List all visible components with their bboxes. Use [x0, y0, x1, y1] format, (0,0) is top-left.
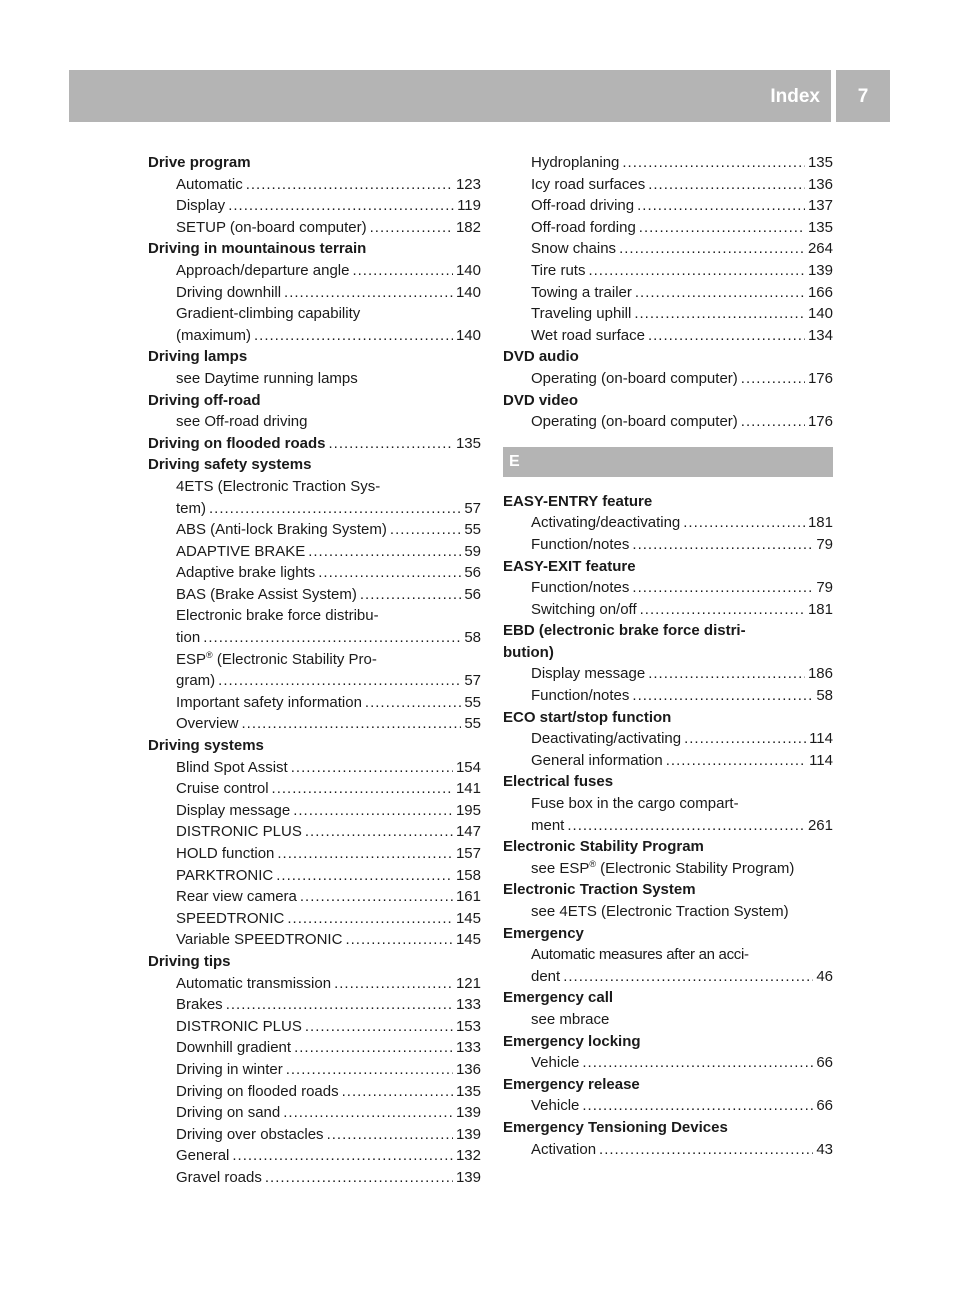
index-entry[interactable] — [148, 800, 481, 822]
index-entry-text: Automatic measures after an acci- — [531, 946, 749, 964]
page-ref[interactable]: 261 — [807, 816, 833, 834]
index-entry[interactable] — [148, 843, 481, 865]
page-ref[interactable]: 182 — [455, 218, 481, 236]
page-ref[interactable]: 139 — [807, 261, 833, 279]
leader-dots — [318, 562, 461, 584]
index-heading: bution) — [503, 643, 554, 661]
entry-label: Display message — [176, 801, 291, 819]
page-ref[interactable]: 58 — [464, 629, 481, 647]
index-entry[interactable] — [148, 1102, 481, 1124]
leader-dots — [305, 821, 453, 843]
leader-dots — [619, 238, 805, 260]
leader-dots — [345, 929, 453, 951]
leader-dots — [305, 1016, 453, 1038]
index-entry[interactable] — [148, 713, 481, 735]
index-entry[interactable] — [148, 498, 481, 520]
index-entry-text — [148, 649, 481, 671]
page-ref[interactable]: 135 — [807, 154, 833, 171]
index-heading: Driving lamps — [148, 348, 248, 366]
page-ref[interactable]: 123 — [455, 175, 481, 193]
leader-dots — [639, 217, 805, 239]
entry-label: Operating (on-board computer) — [531, 369, 738, 387]
index-entry[interactable] — [148, 692, 481, 714]
index-entry[interactable] — [148, 1037, 481, 1059]
page-ref[interactable]: 161 — [455, 888, 481, 906]
leader-dots — [635, 282, 805, 304]
entry-label: Off-road fording — [531, 218, 636, 236]
entry-label: tion — [176, 629, 201, 647]
entry-label: Tire ruts — [531, 261, 586, 279]
entry-label: SETUP (on-board computer) — [176, 218, 367, 236]
entry-label: Towing a trailer — [531, 283, 632, 301]
index-entry[interactable] — [148, 778, 481, 800]
index-entry[interactable] — [503, 368, 833, 390]
index-entry[interactable] — [503, 411, 833, 433]
entry-label: BAS (Brake Assist System) — [176, 585, 357, 603]
page-ref[interactable]: 157 — [455, 845, 481, 862]
entry-label: Display message — [531, 665, 646, 683]
see-rest: (Electronic Stability Program) — [596, 859, 795, 877]
page-ref[interactable]: 55 — [464, 521, 481, 539]
index-entry[interactable] — [503, 534, 833, 556]
see-reference[interactable]: see Off-road driving — [176, 413, 308, 431]
leader-dots — [390, 519, 461, 541]
index-entry[interactable] — [148, 929, 481, 951]
entry-label: Driving over obstacles — [176, 1125, 324, 1143]
index-entry[interactable] — [503, 966, 833, 988]
index-entry[interactable] — [503, 325, 833, 347]
page-ref[interactable]: 56 — [464, 585, 481, 603]
entry-label: PARKTRONIC — [176, 866, 274, 884]
index-entry[interactable] — [148, 519, 481, 541]
entry-label: Driving on flooded roads — [176, 1082, 339, 1100]
registered-mark: ® — [589, 858, 597, 869]
entry-label: DISTRONIC PLUS — [176, 823, 302, 841]
entry-group — [503, 663, 833, 706]
entry-label: Activating/deactivating — [531, 514, 681, 532]
page-ref[interactable]: 137 — [807, 197, 833, 215]
registered-mark: ® — [206, 649, 213, 660]
page-ref[interactable]: 136 — [807, 175, 833, 193]
page-ref[interactable]: 135 — [455, 434, 481, 452]
see-prefix: see ESP — [531, 859, 590, 877]
entry-label: Traveling uphill — [531, 305, 632, 323]
index-entry[interactable] — [503, 815, 833, 837]
index-entry[interactable] — [503, 282, 833, 304]
page-ref[interactable]: 134 — [807, 326, 833, 344]
index-heading: EASY-ENTRY feature — [503, 492, 653, 510]
page-ref[interactable]: 135 — [455, 1082, 481, 1100]
page-ref[interactable]: 181 — [807, 514, 833, 532]
entry-label: Snow chains — [531, 240, 617, 258]
index-heading: EASY-EXIT feature — [503, 557, 636, 575]
index-heading: Emergency — [503, 924, 584, 942]
entry-label: Approach/departure angle — [176, 261, 350, 279]
entry-label: Deactivating/activating — [531, 730, 682, 748]
index-heading: Driving on flooded roads — [148, 434, 326, 452]
see-reference[interactable]: see Daytime running lamps — [176, 369, 358, 387]
index-entry[interactable] — [503, 685, 833, 707]
index-heading: Emergency release — [503, 1075, 640, 1093]
page-ref[interactable]: 59 — [464, 542, 481, 560]
leader-dots — [308, 541, 461, 563]
index-heading: Electronic Traction System — [503, 881, 696, 899]
leader-dots — [365, 692, 461, 714]
entry-label: ment — [531, 816, 565, 834]
leader-dots — [637, 195, 805, 217]
leader-dots — [287, 908, 453, 930]
leader-dots — [640, 599, 805, 621]
entry-group — [148, 692, 481, 735]
entry-group — [148, 757, 481, 951]
entry-group — [503, 152, 833, 346]
page-ref[interactable]: 136 — [455, 1060, 481, 1078]
entry-label: Wet road surface — [531, 326, 645, 344]
entry-label: General — [176, 1147, 230, 1165]
index-entry[interactable] — [148, 282, 481, 304]
page-ref[interactable]: 43 — [816, 1140, 833, 1158]
entry-label: Brakes — [176, 996, 223, 1014]
entry-group — [148, 973, 481, 1189]
page-ref[interactable]: 140 — [455, 261, 481, 279]
leader-dots — [228, 195, 454, 217]
esp-prefix: ESP — [176, 650, 207, 668]
page-ref[interactable]: 139 — [455, 1168, 481, 1186]
page-ref[interactable]: 135 — [807, 218, 833, 236]
entry-label: Variable SPEEDTRONIC — [176, 931, 343, 949]
entry-label: Activation — [531, 1140, 597, 1158]
page-ref[interactable]: 181 — [807, 600, 833, 618]
page-ref[interactable]: 114 — [809, 730, 833, 748]
page-ref[interactable]: 145 — [455, 909, 481, 927]
index-heading: Driving systems — [148, 737, 264, 755]
page-ref[interactable]: 57 — [464, 499, 481, 517]
page-ref[interactable]: 176 — [807, 413, 833, 431]
leader-dots — [634, 303, 805, 325]
leader-dots — [666, 750, 806, 772]
page-ref[interactable]: 119 — [457, 197, 481, 215]
index-heading: Drive program — [148, 154, 251, 171]
index-column-left — [148, 152, 481, 1189]
leader-dots — [265, 1167, 453, 1189]
entry-label: gram) — [176, 672, 216, 690]
index-heading: Electrical fuses — [503, 773, 614, 791]
page-ref[interactable]: 176 — [807, 369, 833, 387]
index-entry[interactable] — [148, 757, 481, 779]
page-ref[interactable]: 55 — [464, 693, 481, 711]
index-entry[interactable] — [148, 670, 481, 692]
leader-dots — [284, 282, 453, 304]
entry-label: dent — [531, 967, 561, 985]
page-ref[interactable]: 158 — [455, 866, 481, 884]
page-ref[interactable]: 195 — [455, 801, 481, 819]
see-reference[interactable]: see 4ETS (Electronic Traction System) — [531, 903, 789, 920]
page-ref[interactable]: 166 — [807, 283, 833, 301]
page-ref[interactable]: 79 — [816, 535, 833, 553]
page-ref[interactable]: 139 — [455, 1104, 481, 1122]
entry-label: SPEEDTRONIC — [176, 909, 285, 927]
page-number: 7 — [857, 86, 869, 107]
leader-dots — [352, 260, 453, 282]
entry-label: Display — [176, 197, 226, 215]
page-ref[interactable]: 145 — [455, 931, 481, 949]
leader-dots — [622, 152, 805, 174]
entry-label: Vehicle — [531, 1097, 580, 1115]
leader-dots — [684, 728, 806, 750]
section-title: Index — [770, 86, 820, 107]
entry-group — [503, 512, 833, 555]
leader-dots — [567, 815, 805, 837]
page-ref[interactable]: 147 — [455, 823, 481, 841]
entry-group — [148, 519, 481, 605]
index-entry[interactable] — [148, 1059, 481, 1081]
leader-dots — [632, 685, 813, 707]
section-letter-bar: E — [503, 447, 833, 477]
entry-label: Gravel roads — [176, 1168, 262, 1186]
leader-dots — [588, 260, 805, 282]
entry-label: Blind Spot Assist — [176, 758, 288, 776]
index-entry-text: Fuse box in the cargo compart- — [531, 795, 739, 813]
index-entry[interactable] — [148, 908, 481, 930]
index-entry[interactable] — [503, 512, 833, 534]
entry-label: Operating (on-board computer) — [531, 413, 738, 431]
leader-dots — [226, 994, 453, 1016]
leader-dots — [632, 534, 813, 556]
entry-label: Driving downhill — [176, 283, 282, 301]
entry-label: Function/notes — [531, 579, 630, 597]
entry-label: Icy road surfaces — [531, 175, 646, 193]
index-heading: Electronic Stability Program — [503, 838, 704, 856]
index-entry[interactable] — [148, 1081, 481, 1103]
leader-dots — [360, 584, 461, 606]
entry-label: Downhill gradient — [176, 1039, 292, 1057]
index-entry[interactable] — [503, 195, 833, 217]
entry-label: Adaptive brake lights — [176, 564, 316, 582]
index-entry[interactable] — [503, 238, 833, 260]
leader-dots — [283, 1102, 453, 1124]
index-heading: ECO start/stop function — [503, 708, 672, 726]
entry-group — [148, 260, 481, 303]
entry-label: Important safety information — [176, 693, 362, 711]
leader-dots — [334, 973, 453, 995]
index-entry-text: Gradient-climbing capability — [176, 305, 361, 323]
entry-label: Function/notes — [531, 687, 630, 705]
entry-label: General information — [531, 751, 663, 769]
entry-label: DISTRONIC PLUS — [176, 1017, 302, 1035]
page-ref[interactable]: 264 — [807, 240, 833, 258]
index-entry[interactable] — [503, 260, 833, 282]
index-entry[interactable] — [503, 663, 833, 685]
leader-dots — [276, 865, 453, 887]
entry-label: Rear view camera — [176, 888, 297, 906]
index-entry[interactable] — [148, 174, 481, 196]
page-ref[interactable]: 186 — [807, 665, 833, 683]
index-heading: Driving off-road — [148, 391, 261, 409]
index-entry[interactable] — [148, 1016, 481, 1038]
page-ref[interactable]: 66 — [816, 1054, 833, 1072]
index-entry-text: Electronic brake force distribu- — [176, 607, 379, 625]
index-entry[interactable] — [148, 260, 481, 282]
entry-group — [503, 728, 833, 771]
index-heading: Emergency Tensioning Devices — [503, 1118, 728, 1136]
see-reference[interactable] — [503, 858, 833, 880]
page-ref[interactable]: 79 — [816, 579, 833, 597]
index-entry[interactable] — [148, 1124, 481, 1146]
leader-dots — [741, 411, 805, 433]
page-ref[interactable]: 133 — [455, 1039, 481, 1057]
index-entry[interactable] — [503, 217, 833, 239]
index-heading: Emergency locking — [503, 1032, 641, 1050]
leader-dots — [563, 966, 813, 988]
esp-rest: (Electronic Stability Pro- — [212, 650, 377, 668]
entry-label: ABS (Anti-lock Braking System) — [176, 521, 387, 539]
index-entry[interactable] — [148, 821, 481, 843]
leader-dots — [329, 433, 453, 455]
entry-label: HOLD function — [176, 845, 275, 862]
leader-dots — [277, 843, 453, 865]
entry-label: Automatic transmission — [176, 974, 332, 992]
page-ref[interactable]: 140 — [807, 305, 833, 323]
leader-dots — [218, 670, 461, 692]
index-entry[interactable] — [148, 1167, 481, 1189]
index-entry[interactable] — [148, 994, 481, 1016]
page-ref[interactable]: 141 — [455, 780, 481, 798]
see-reference[interactable]: see mbrace — [531, 1010, 610, 1028]
leader-dots — [286, 1059, 453, 1081]
index-entry[interactable] — [503, 599, 833, 621]
entry-label: Driving in winter — [176, 1060, 283, 1078]
leader-dots — [209, 498, 461, 520]
leader-dots — [599, 1139, 813, 1161]
index-entry[interactable] — [148, 562, 481, 584]
leader-dots — [203, 627, 461, 649]
entry-label: Function/notes — [531, 535, 630, 553]
page-ref[interactable]: 66 — [816, 1097, 833, 1115]
index-entry[interactable] — [148, 195, 481, 217]
entry-label: (maximum) — [176, 326, 251, 344]
index-entry[interactable] — [148, 541, 481, 563]
index-entry[interactable] — [148, 217, 481, 239]
entry-label: Vehicle — [531, 1054, 580, 1072]
entry-label: Switching on/off — [531, 600, 637, 618]
entry-group — [503, 577, 833, 620]
index-entry[interactable] — [503, 152, 833, 174]
leader-dots — [582, 1095, 813, 1117]
index-entry[interactable] — [148, 584, 481, 606]
leader-dots — [294, 1037, 453, 1059]
index-entry[interactable] — [148, 1145, 481, 1167]
leader-dots — [648, 174, 805, 196]
leader-dots — [246, 174, 453, 196]
index-entry[interactable] — [148, 973, 481, 995]
leader-dots — [242, 713, 462, 735]
page-ref[interactable]: 121 — [455, 974, 481, 992]
entry-label: tem) — [176, 499, 206, 517]
page-ref[interactable]: 58 — [816, 687, 833, 705]
page-ref[interactable]: 55 — [464, 715, 481, 733]
leader-dots — [648, 663, 805, 685]
leader-dots — [291, 757, 453, 779]
index-heading: EBD (electronic brake force distri- — [503, 622, 746, 640]
entry-group — [148, 174, 481, 239]
leader-dots — [741, 368, 805, 390]
entry-label: Driving on sand — [176, 1104, 281, 1122]
index-entry[interactable] — [503, 750, 833, 772]
leader-dots — [648, 325, 805, 347]
entry-label: Cruise control — [176, 780, 269, 798]
header-bar — [69, 70, 831, 122]
page-ref[interactable]: 132 — [455, 1147, 481, 1165]
index-heading: Driving in mountainous terrain — [148, 240, 367, 258]
index-entry[interactable] — [148, 886, 481, 908]
leader-dots — [370, 217, 453, 239]
leader-dots — [582, 1052, 813, 1074]
leader-dots — [327, 1124, 453, 1146]
leader-dots — [342, 1081, 453, 1103]
page-ref[interactable]: 57 — [464, 672, 481, 690]
page-ref[interactable]: 56 — [464, 564, 481, 582]
index-column-right — [503, 152, 833, 1160]
index-entry[interactable] — [503, 577, 833, 599]
page-ref[interactable]: 154 — [455, 758, 481, 776]
index-entry-text: 4ETS (Electronic Traction Sys- — [176, 477, 381, 495]
index-entry[interactable] — [503, 728, 833, 750]
leader-dots — [300, 886, 453, 908]
index-entry[interactable] — [503, 303, 833, 325]
index-entry[interactable] — [503, 1139, 833, 1161]
page-ref[interactable]: 140 — [455, 283, 481, 301]
index-heading: Driving safety systems — [148, 456, 312, 474]
leader-dots — [254, 325, 453, 347]
page-ref[interactable]: 140 — [455, 326, 481, 344]
index-entry[interactable] — [148, 325, 481, 347]
page-ref[interactable]: 153 — [455, 1017, 481, 1035]
index-heading: DVD audio — [503, 348, 579, 366]
index-entry[interactable] — [503, 1052, 833, 1074]
index-heading: DVD video — [503, 391, 579, 409]
entry-label: Hydroplaning — [531, 154, 620, 171]
leader-dots — [232, 1145, 453, 1167]
entry-label: Off-road driving — [531, 197, 635, 215]
entry-label: Automatic — [176, 175, 243, 193]
page-ref[interactable]: 133 — [455, 996, 481, 1014]
entry-label: Overview — [176, 715, 239, 733]
index-entry[interactable] — [148, 865, 481, 887]
index-entry[interactable] — [503, 174, 833, 196]
index-entry[interactable] — [148, 433, 481, 455]
index-entry[interactable] — [148, 627, 481, 649]
leader-dots — [293, 800, 453, 822]
leader-dots — [632, 577, 813, 599]
leader-dots — [272, 778, 453, 800]
page-ref[interactable]: 46 — [816, 967, 833, 985]
entry-label: ADAPTIVE BRAKE — [176, 542, 306, 560]
index-heading: Emergency call — [503, 989, 614, 1007]
index-heading: Driving tips — [148, 952, 231, 970]
page-ref[interactable]: 114 — [809, 751, 833, 769]
index-entry[interactable] — [503, 1095, 833, 1117]
page-ref[interactable]: 139 — [455, 1125, 481, 1143]
leader-dots — [683, 512, 805, 534]
